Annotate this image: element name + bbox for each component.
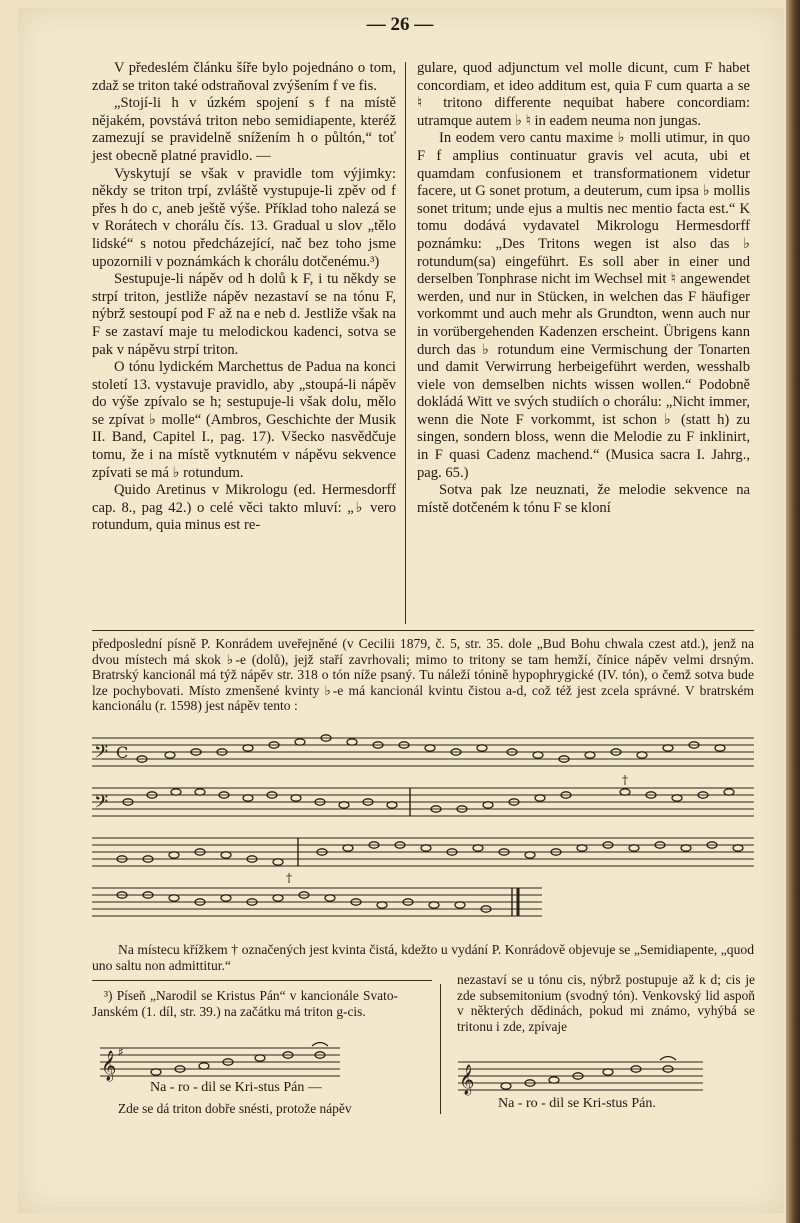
paragraph: gulare, quod adjunctum vel molle dicunt, cum F habet concordiam, et ideo additum est, quia F cum quarta a se ♮ tritono differente nequibat habere concordiam: utramque autem ♭ ♮ in eadem neuma non jungas. xyxy=(417,60,750,129)
treble-clef-icon: 𝄞 xyxy=(459,1065,475,1095)
left-column xyxy=(92,60,396,535)
fermata-icon xyxy=(312,1043,328,1047)
book-edge xyxy=(786,0,800,1223)
staff-1-notes xyxy=(137,735,725,762)
lyrics-left: Na - ro - dil se Kri-stus Pán — xyxy=(150,1080,322,1095)
footnote-after-music xyxy=(92,942,754,973)
footnote-3-right xyxy=(457,972,755,1034)
staff-3 xyxy=(92,838,754,866)
paragraph: O tónu lydickém Marchettus de Padua na konci století 13. vystavuje pravidlo, aby „stoupá-li nápěv do výše zpívalo se h; sestupuje-li však dolu, mělo se zpívat ♭ molle“ (Ambros, Geschichte der Musik II. Band, Capitel I., pag. 17). Všecko nasvědčuje tomu, že i na místě vytknutém v nápěvu sekvence zpívati se má ♭ rotundum. xyxy=(92,359,396,481)
paragraph: Quido Aretinus v Mikrologu (ed. Hermesdorff cap. 8., pag 42.) o celé věci takto mluví: „♭ vero rotundum, quia minus est re- xyxy=(92,482,396,534)
footnote-rule xyxy=(92,630,754,631)
paragraph: V předeslém článku šíře bylo pojednáno o tom, zdaž se triton také odstraňoval zvýšením f ve fis. xyxy=(92,60,396,94)
staff-4 xyxy=(92,888,542,916)
footnote-text: Zde se dá triton dobře snésti, protože nápěv xyxy=(118,1101,352,1116)
fermata-icon xyxy=(660,1057,676,1061)
paragraph: Sestupuje-li nápěv od h dolů k F, i tu někdy se strpí triton, jestliže nápěv nezastaví se na tónu F, nýbrž sestoupí pod F až na e neb d. Jestliže však na F se zastaví maje tu melodickou kadenci, sotva se pak v nápěvu strpí triton. xyxy=(92,271,396,358)
bass-clef-icon: 𝄢 xyxy=(94,742,109,767)
footnote-main xyxy=(92,636,754,714)
paragraph: In eodem vero cantu maxime ♭ molli utimur, in quo F f amplius continuatur gravis vel acuta, ubi et quamdam confusionem et transformationem videtur facere, ut G sonet protum, a deuterum, cum ipsa ♭ mollis sonet tritum; unde ejus a multis nec mentio facta est.“ K tomu dodává vydavatel Mikrologu Hermesdorff poznámku: „Des Tritons wegen ist also das ♭ rotundum(sa) eingeführt. Es soll aber in einer und derselben Tonphrase nicht im Wechsel mit ♮ angewendet werden, und nur in Stücken, in welchen das F häufiger vorkommt und auch mehr als Grundton, wenn auch nur in vorübergehenden Kadenzen erscheint. Übrigens kann durch das ♭ rotundum eine Vermischung der Tonarten und damit Verwirrung herbeigeführt werden, wesshalb viele von demselben nichts wissen wollen.“ Podobně dokládá Witt ve svých studiích o chorálu: „Nicht immer, wenn die Note F vorkommt, ist schon ♭ (statt h) zu singen, sondern bloss, wenn die Melodie zu F inklinirt, in F quasi Cadenz machend.“ (Musica sacra I. Jahrg., pag. 65.) xyxy=(417,130,750,481)
column-divider xyxy=(405,62,406,624)
bass-clef-icon: 𝄢 xyxy=(94,792,109,817)
music-example-narodil-right xyxy=(458,1056,708,1094)
music-example-narodil-left xyxy=(100,1042,410,1080)
cross-mark: † xyxy=(622,773,628,787)
footnote-text: předposlední písně P. Konrádem uveřejněné (v Cecilii 1879, č. 5, str. 35. dole „Bud Bohu chwala czest atd.), jenž na dvou místech má skok ♭-e (dolů), jejž staří zavrhovali; mimo to tritony se tam hemží, čínice nápěv velmi drsným. Bratrský kancionál má týž nápěv str. 318 o tón níže psaný. Tu náleží tónině hypophrygické (IV. tón), o čemž sotva bude lze pochybovati. Místo zmenšené kvinty ♭-e má kancionál kvintu čistou a-d, což též jest zcela správné. V bratrském kancionálu (r. 1598) jest nápěv tento : xyxy=(92,636,754,714)
footnote-text: Na místecu křížkem † označených jest kvinta čistá, kdežto u vydání P. Konrádově objevuje se „Semidiapente, „quod uno saltu non admittitur.“ xyxy=(92,942,754,973)
paragraph: „Stojí-li h v úzkém spojení s f na místě nějakém, povstává triton nebo semidiapente, kteréž zamezují se pravidelně snížením h o půltón,“ toť jest obecně platné pravidlo. — xyxy=(92,95,396,164)
paragraph: Sotva pak lze neuznati, že melodie sekvence na místě dotčeném k tónu F se kloní xyxy=(417,482,750,516)
lyrics-right: Na - ro - dil se Kri-stus Pán. xyxy=(498,1096,656,1111)
music-example-kancional xyxy=(92,734,754,924)
sharp-icon: ♯ xyxy=(118,1045,124,1059)
footnote-3-left xyxy=(92,988,398,1019)
footnote-text: ³) Píseň „Narodil se Kristus Pán“ v kancionále Svato-Janském (1. díl, str. 39.) na začátku má triton g-cis. xyxy=(92,988,398,1019)
page-number: — 26 — xyxy=(366,14,434,35)
footnote-3-left-tail xyxy=(118,1101,418,1117)
cross-mark: † xyxy=(286,871,292,885)
common-time-icon: C xyxy=(116,743,129,762)
column-divider xyxy=(440,984,441,1114)
paragraph: Vyskytují se však v pravidle tom výjimky: někdy se triton trpí, zvláště vystupuje-li zpěv od f přes h do c, aneb ještě výše. Příklad toho nalezá se v Rorátech v chorálu čís. 13. Gradual u slov „tělo lidské“ s notou předcházející, nač bez toho jsme upozornili v poznámkách k chorálu dotčenému.³) xyxy=(92,165,396,270)
footnote-text: nezastaví se u tónu cis, nýbrž postupuje až k d; cis je zde subsemitonium (svodný tón). Venkovský lid aspoň v některých dědinách, pokud mi známo, vyhýbá se tritonu i zde, zpívaje xyxy=(457,972,755,1034)
treble-clef-icon: 𝄞 xyxy=(101,1051,117,1081)
right-column xyxy=(417,60,750,517)
footnote-rule xyxy=(92,980,432,981)
